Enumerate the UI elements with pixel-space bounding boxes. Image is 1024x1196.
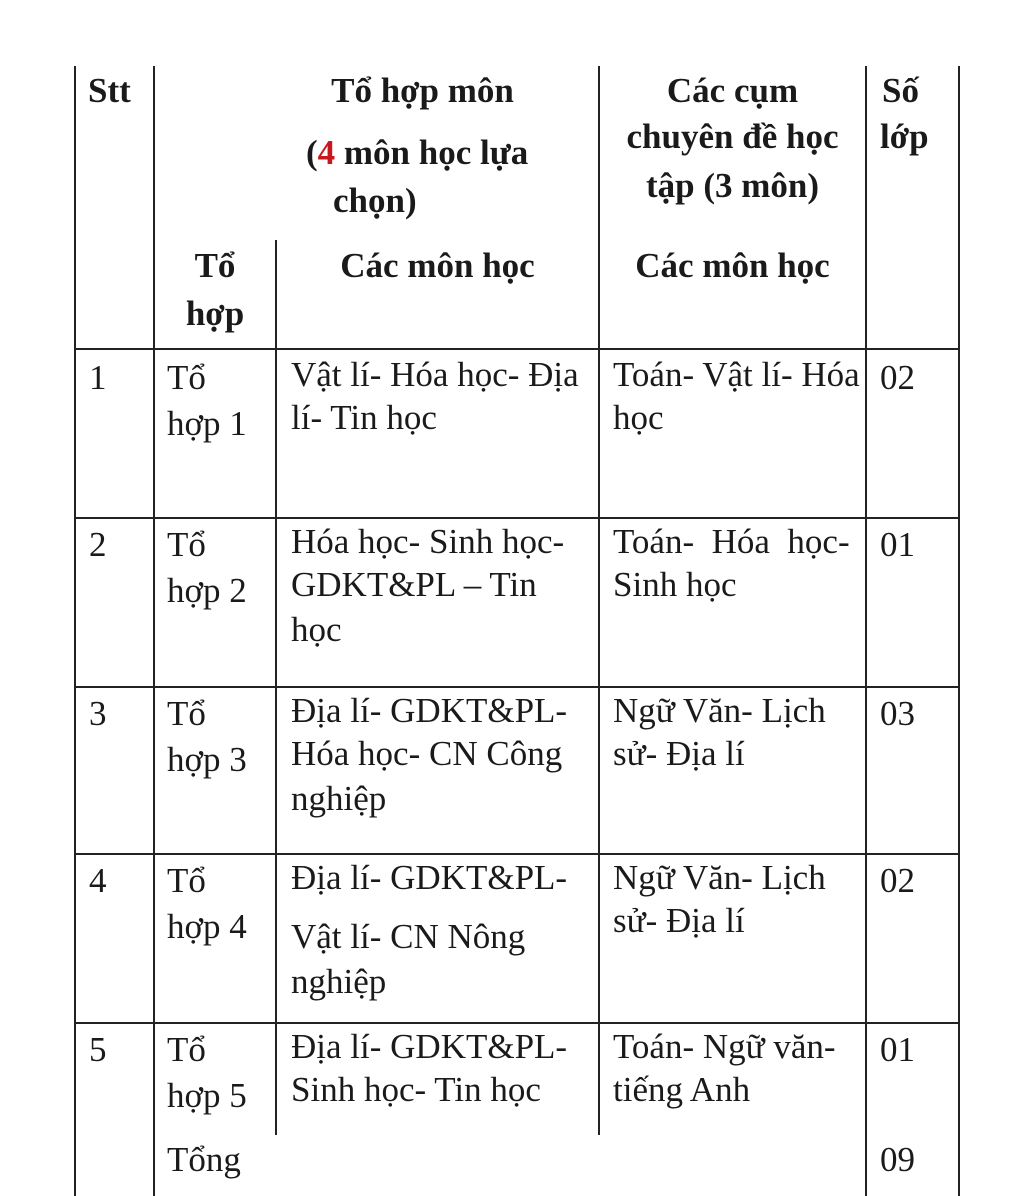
header-cum-1: Các cụm [666,71,799,110]
row-5-to: Tổ [167,1030,206,1069]
row-4-cum-2: sử- Địa lí [613,901,745,940]
header-paren: ( [306,133,318,172]
row-2-so-lop: 01 [880,525,915,564]
header-count-4: 4 [317,133,336,172]
header-to-hop-mon-2 [306,130,528,176]
row-2-cum-2: Sinh học [613,565,737,604]
header-cum-3: tập (3 môn) [645,166,820,205]
row-4-mon-2: Vật lí- CN Nông [291,917,526,956]
row-3-mon-1: Địa lí- GDKT&PL- [291,691,568,730]
row-4-hop: hợp 4 [167,907,247,946]
row-2-mon-1: Hóa học- Sinh học- [291,522,565,561]
row-4-cum-1: Ngữ Văn- Lịch [613,858,826,897]
rule-left [74,66,76,1196]
total-label: Tổng [167,1140,241,1179]
row-3-to: Tổ [167,694,206,733]
rule-right [958,66,960,1196]
header-to-hop-mon-3: chọn) [333,181,417,220]
row-1-stt: 1 [89,358,107,397]
row-2-to: Tổ [167,525,206,564]
header-to-hop-sub-1: Tổ [194,246,236,285]
row-3-stt: 3 [89,694,107,733]
row-1-cum-1: Toán- Vật lí- Hóa [613,355,860,394]
header-to-hop-mon-1: Tổ hợp môn [331,71,514,110]
row-5-so-lop: 01 [880,1030,915,1069]
row-5-stt: 5 [89,1030,107,1069]
header-mon-hoc-lua: môn học lựa [335,133,529,172]
row-4-stt: 4 [89,861,107,900]
header-cac-mon-hoc: Các môn học [340,246,535,285]
row-5-cum-1: Toán- Ngữ văn- [613,1027,836,1066]
row-1-cum-2: học [613,398,664,437]
header-so-lop-2: lớp [880,117,929,156]
rule-header [74,348,958,350]
row-2-stt: 2 [89,525,107,564]
row-3-cum-1: Ngữ Văn- Lịch [613,691,826,730]
header-stt: Stt [88,71,131,110]
row-1-to: Tổ [167,358,206,397]
header-so-lop-1: Số [882,71,919,110]
row-1-mon-1: Vật lí- Hóa học- Địa [291,355,579,394]
row-1-hop: hợp 1 [167,404,247,443]
row-3-hop: hợp 3 [167,740,247,779]
header-cac-mon-hoc-cum: Các môn học [635,246,830,285]
rule-cum [865,66,867,1196]
row-3-mon-2: Hóa học- CN Công [291,734,563,773]
row-2-cum-1: Toán- Hóa học- [613,522,850,561]
row-3-cum-2: sử- Địa lí [613,734,745,773]
row-1-mon-2: lí- Tin học [291,398,437,437]
total-so-lop: 09 [880,1140,915,1179]
row-4-to: Tổ [167,861,206,900]
row-2-mon-2: GDKT&PL – Tin [291,565,537,604]
row-5-mon-2: Sinh học- Tin học [291,1070,541,1109]
row-4-mon-3: nghiệp [291,962,387,1001]
row-1-so-lop: 02 [880,358,915,397]
row-4-so-lop: 02 [880,861,915,900]
row-3-mon-3: nghiệp [291,779,387,818]
rule-mon [598,66,600,1135]
row-2-mon-3: học [291,610,342,649]
row-3-so-lop: 03 [880,694,915,733]
header-to-hop-sub-2: hợp [185,294,245,333]
row-5-cum-2: tiếng Anh [613,1070,751,1109]
row-2-hop: hợp 2 [167,571,247,610]
row-4-mon-1: Địa lí- GDKT&PL- [291,858,568,897]
rule-stt [153,66,155,1196]
row-5-hop: hợp 5 [167,1076,247,1115]
header-cum-2: chuyên đề học [626,117,839,156]
row-5-mon-1: Địa lí- GDKT&PL- [291,1027,568,1066]
